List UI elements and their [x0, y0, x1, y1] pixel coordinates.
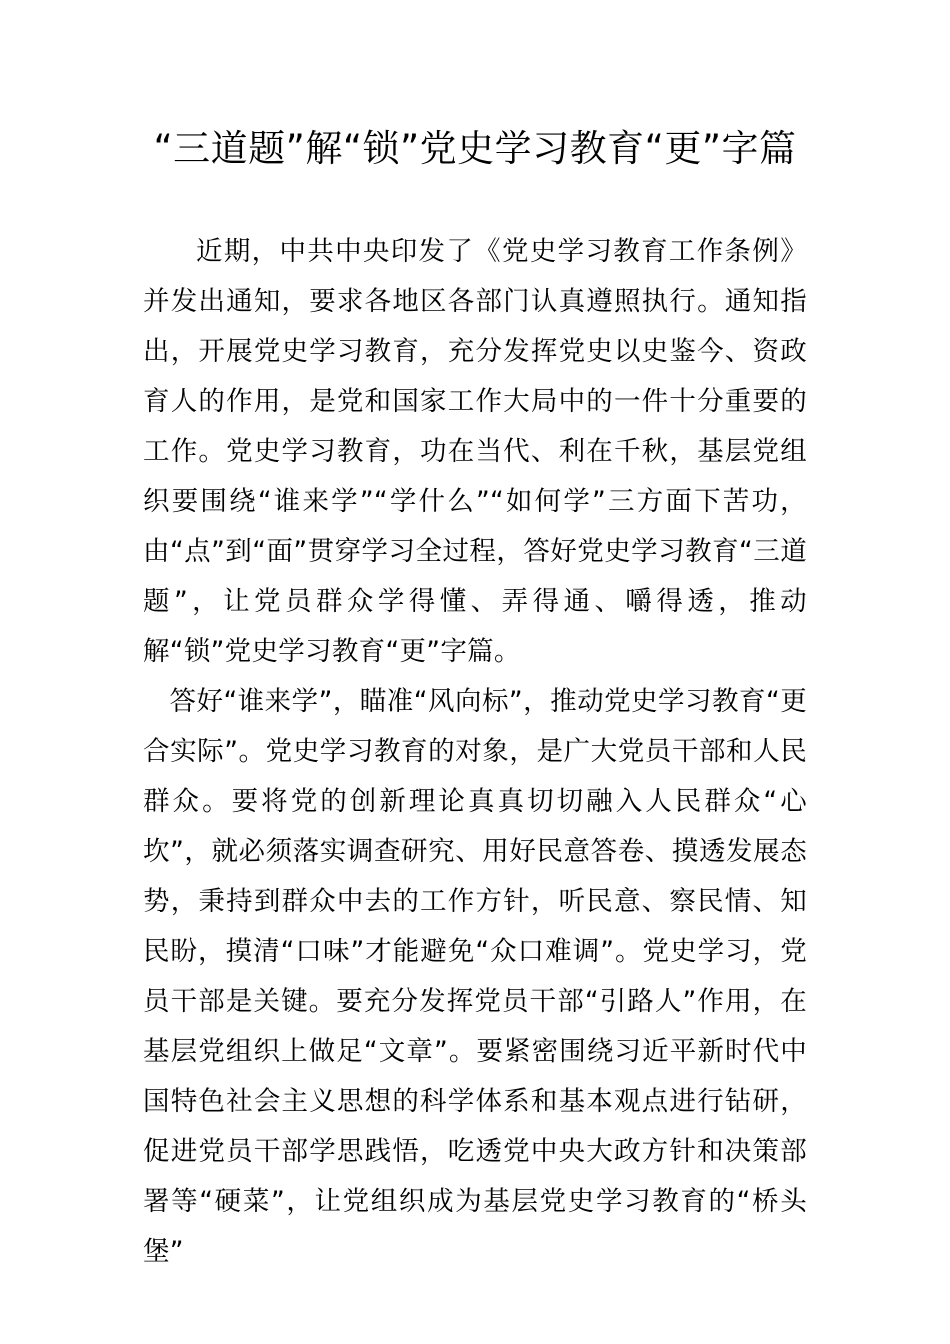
document-title: “三道题”解“锁”党史学习教育“更”字篇 — [153, 127, 797, 170]
paragraph-intro: 近期，中共中央印发了《党史学习教育工作条例》并发出通知，要求各地区各部门认真遵照执行。通知指出，开展党史学习教育，充分发挥党史以史鉴今、资政育人的作用，是党和国家工作大局中的一件十分重要的工作。党史学习教育，功在当代、利在千秋，基层党组织要围绕“谁来学”“学什么”“如何学”三方面下苦功，由“点”到“面”贯穿学习全过程，答好党史学习教育“三道题”，让党员群众学得懂、弄得通、嚼得透，推动解“锁”党史学习教育“更”字篇。 — [143, 236, 807, 667]
paragraph-who-learns: 答好“谁来学”，瞄准“风向标”，推动党史学习教育“更合实际”。党史学习教育的对象，是广大党员干部和人民群众。要将党的创新理论真真切切融入人民群众“心坎”，就必须落实调查研究、用好民意答卷、摸透发展态势，秉持到群众中去的工作方针，听民意、察民情、知民盼，摸清“口味”才能避免“众口难调”。党史学习，党员干部是关键。要充分发挥党员干部“引路人”作用，在基层党组织上做足“文章”。要紧密围绕习近平新时代中国特色社会主义思想的科学体系和基本观点进行钻研，促进党员干部学思践悟，吃透党中央大政方针和决策部署等“硬菜”，让党组织成为基层党史学习教育的“桥头堡” — [143, 686, 807, 1267]
document-body — [143, 227, 807, 1277]
